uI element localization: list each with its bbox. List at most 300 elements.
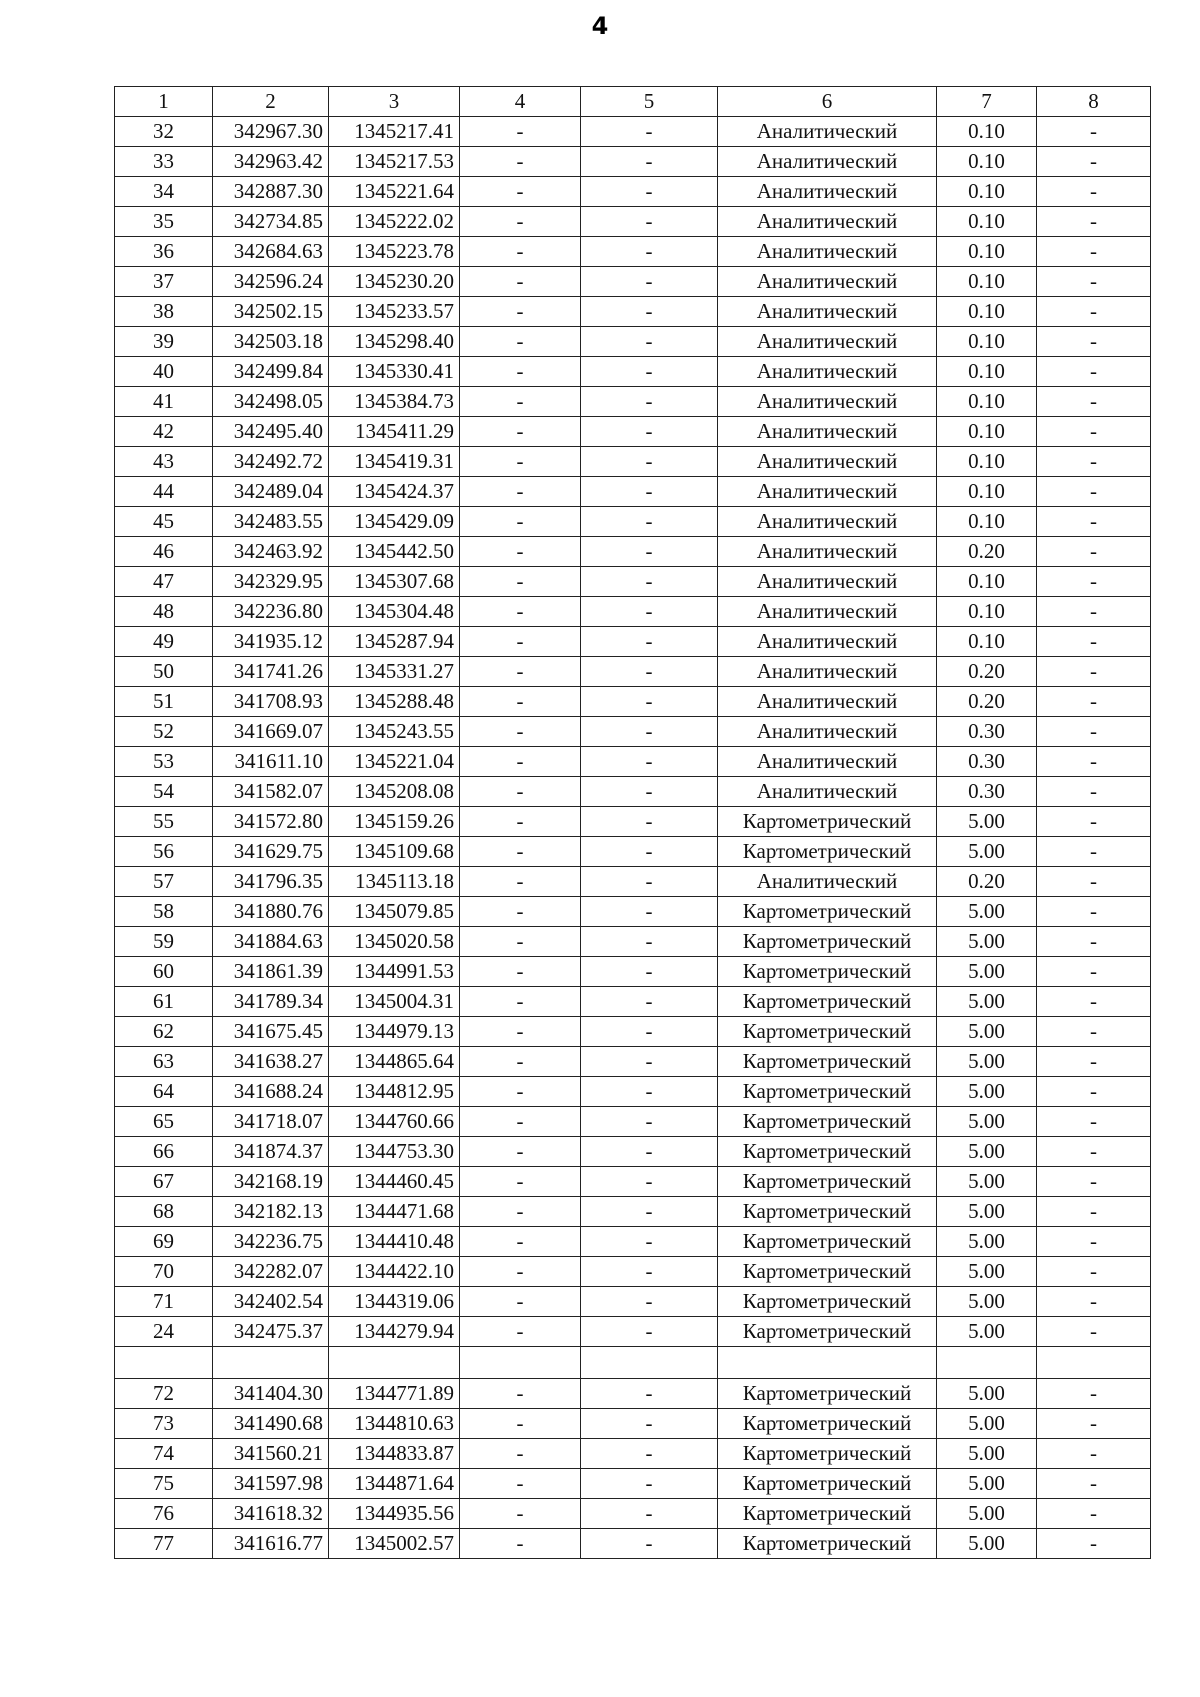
cell-method: Аналитический	[718, 267, 937, 297]
cell-point-number: 32	[115, 117, 213, 147]
cell-col-4: -	[460, 747, 581, 777]
cell-col-8: -	[1037, 837, 1151, 867]
cell-x-coordinate: 342463.92	[213, 537, 329, 567]
cell-col-5: -	[581, 657, 718, 687]
cell-accuracy: 0.20	[937, 537, 1037, 567]
cell-y-coordinate: 1345217.53	[329, 147, 460, 177]
table-row	[115, 1409, 1151, 1439]
cell-col-5: -	[581, 567, 718, 597]
cell-accuracy: 0.10	[937, 357, 1037, 387]
cell-method: Картометрический	[718, 927, 937, 957]
cell-col-5: -	[581, 1409, 718, 1439]
cell-point-number: 72	[115, 1379, 213, 1409]
header-cell-4: 4	[460, 87, 581, 117]
cell-y-coordinate: 1345222.02	[329, 207, 460, 237]
cell-col-8: -	[1037, 237, 1151, 267]
cell-accuracy: 0.10	[937, 327, 1037, 357]
table-row	[115, 897, 1151, 927]
cell-accuracy: 0.20	[937, 657, 1037, 687]
cell-col-4	[460, 1347, 581, 1379]
table-row	[115, 1529, 1151, 1559]
cell-y-coordinate: 1345002.57	[329, 1529, 460, 1559]
cell-accuracy: 0.10	[937, 597, 1037, 627]
cell-col-8: -	[1037, 897, 1151, 927]
cell-point-number: 61	[115, 987, 213, 1017]
cell-accuracy: 0.10	[937, 477, 1037, 507]
cell-point-number: 63	[115, 1047, 213, 1077]
cell-x-coordinate: 341688.24	[213, 1077, 329, 1107]
table-row	[115, 747, 1151, 777]
cell-col-8: -	[1037, 417, 1151, 447]
cell-y-coordinate: 1344319.06	[329, 1287, 460, 1317]
cell-point-number: 57	[115, 867, 213, 897]
cell-x-coordinate: 341675.45	[213, 1017, 329, 1047]
table-row	[115, 1227, 1151, 1257]
cell-point-number: 44	[115, 477, 213, 507]
cell-col-4: -	[460, 1077, 581, 1107]
cell-col-4: -	[460, 1257, 581, 1287]
cell-method: Картометрический	[718, 837, 937, 867]
cell-x-coordinate: 341616.77	[213, 1529, 329, 1559]
cell-accuracy: 5.00	[937, 1227, 1037, 1257]
cell-col-5: -	[581, 147, 718, 177]
cell-accuracy: 5.00	[937, 1017, 1037, 1047]
cell-col-5: -	[581, 1107, 718, 1137]
cell-accuracy: 5.00	[937, 1137, 1037, 1167]
cell-col-8: -	[1037, 1077, 1151, 1107]
cell-col-8: -	[1037, 1469, 1151, 1499]
cell-x-coordinate: 342502.15	[213, 297, 329, 327]
cell-col-8: -	[1037, 1439, 1151, 1469]
cell-x-coordinate: 342499.84	[213, 357, 329, 387]
cell-x-coordinate: 342475.37	[213, 1317, 329, 1347]
cell-col-4: -	[460, 417, 581, 447]
cell-accuracy: 0.10	[937, 567, 1037, 597]
table-row	[115, 867, 1151, 897]
cell-accuracy: 0.30	[937, 777, 1037, 807]
cell-y-coordinate: 1345288.48	[329, 687, 460, 717]
cell-method: Картометрический	[718, 957, 937, 987]
cell-y-coordinate: 1345004.31	[329, 987, 460, 1017]
cell-accuracy: 5.00	[937, 837, 1037, 867]
cell-point-number: 24	[115, 1317, 213, 1347]
cell-method: Аналитический	[718, 357, 937, 387]
cell-col-4: -	[460, 567, 581, 597]
table-row	[115, 537, 1151, 567]
cell-point-number: 48	[115, 597, 213, 627]
cell-col-8: -	[1037, 507, 1151, 537]
table-row	[115, 297, 1151, 327]
cell-col-8: -	[1037, 807, 1151, 837]
cell-accuracy: 5.00	[937, 1047, 1037, 1077]
table-row	[115, 1137, 1151, 1167]
cell-x-coordinate: 342492.72	[213, 447, 329, 477]
cell-x-coordinate: 341629.75	[213, 837, 329, 867]
header-cell-2: 2	[213, 87, 329, 117]
cell-col-4: -	[460, 927, 581, 957]
cell-accuracy: 5.00	[937, 1529, 1037, 1559]
cell-accuracy: 5.00	[937, 807, 1037, 837]
cell-method: Картометрический	[718, 807, 937, 837]
cell-method: Картометрический	[718, 1469, 937, 1499]
table-row	[115, 1017, 1151, 1047]
table-body	[115, 117, 1151, 1559]
cell-x-coordinate: 342236.80	[213, 597, 329, 627]
cell-col-5: -	[581, 357, 718, 387]
table-row	[115, 807, 1151, 837]
cell-method: Картометрический	[718, 1017, 937, 1047]
cell-method: Картометрический	[718, 1499, 937, 1529]
cell-y-coordinate: 1345233.57	[329, 297, 460, 327]
cell-col-4: -	[460, 297, 581, 327]
cell-x-coordinate: 341638.27	[213, 1047, 329, 1077]
table-row	[115, 777, 1151, 807]
cell-col-4: -	[460, 987, 581, 1017]
cell-y-coordinate: 1345020.58	[329, 927, 460, 957]
cell-point-number: 39	[115, 327, 213, 357]
cell-col-4: -	[460, 1379, 581, 1409]
cell-y-coordinate: 1345223.78	[329, 237, 460, 267]
cell-y-coordinate: 1345331.27	[329, 657, 460, 687]
cell-y-coordinate: 1344279.94	[329, 1317, 460, 1347]
cell-x-coordinate: 342483.55	[213, 507, 329, 537]
cell-point-number: 34	[115, 177, 213, 207]
cell-point-number: 75	[115, 1469, 213, 1499]
cell-y-coordinate: 1344810.63	[329, 1409, 460, 1439]
cell-col-8: -	[1037, 1227, 1151, 1257]
cell-col-5: -	[581, 1469, 718, 1499]
cell-accuracy: 5.00	[937, 1439, 1037, 1469]
cell-col-5: -	[581, 957, 718, 987]
table-row	[115, 1167, 1151, 1197]
cell-x-coordinate: 341669.07	[213, 717, 329, 747]
cell-point-number: 38	[115, 297, 213, 327]
cell-x-coordinate: 341404.30	[213, 1379, 329, 1409]
table-row	[115, 327, 1151, 357]
cell-accuracy: 5.00	[937, 897, 1037, 927]
cell-point-number: 53	[115, 747, 213, 777]
cell-col-4: -	[460, 1469, 581, 1499]
cell-x-coordinate: 341572.80	[213, 807, 329, 837]
cell-col-8: -	[1037, 327, 1151, 357]
cell-col-5: -	[581, 897, 718, 927]
cell-y-coordinate: 1345411.29	[329, 417, 460, 447]
cell-x-coordinate: 342967.30	[213, 117, 329, 147]
cell-col-5: -	[581, 537, 718, 567]
cell-col-4: -	[460, 597, 581, 627]
cell-method: Аналитический	[718, 507, 937, 537]
cell-accuracy: 0.30	[937, 717, 1037, 747]
table-row	[115, 1047, 1151, 1077]
cell-point-number: 76	[115, 1499, 213, 1529]
table-row	[115, 267, 1151, 297]
cell-col-8: -	[1037, 987, 1151, 1017]
cell-x-coordinate: 342495.40	[213, 417, 329, 447]
cell-col-4: -	[460, 357, 581, 387]
cell-accuracy: 5.00	[937, 1379, 1037, 1409]
cell-point-number: 54	[115, 777, 213, 807]
cell-col-5: -	[581, 927, 718, 957]
cell-col-8: -	[1037, 1137, 1151, 1167]
cell-accuracy: 5.00	[937, 1107, 1037, 1137]
cell-col-8: -	[1037, 297, 1151, 327]
cell-col-5: -	[581, 297, 718, 327]
cell-method: Аналитический	[718, 147, 937, 177]
table-row	[115, 447, 1151, 477]
cell-col-5: -	[581, 1197, 718, 1227]
cell-method: Аналитический	[718, 867, 937, 897]
cell-point-number: 65	[115, 1107, 213, 1137]
cell-y-coordinate: 1344991.53	[329, 957, 460, 987]
cell-col-4: -	[460, 1167, 581, 1197]
cell-x-coordinate: 342503.18	[213, 327, 329, 357]
header-cell-6: 6	[718, 87, 937, 117]
cell-method: Картометрический	[718, 1167, 937, 1197]
cell-y-coordinate: 1344471.68	[329, 1197, 460, 1227]
coordinates-table	[114, 86, 1151, 1559]
cell-point-number: 42	[115, 417, 213, 447]
table-row	[115, 687, 1151, 717]
cell-x-coordinate: 342168.19	[213, 1167, 329, 1197]
cell-point-number: 35	[115, 207, 213, 237]
cell-accuracy: 5.00	[937, 1167, 1037, 1197]
cell-col-5: -	[581, 1287, 718, 1317]
cell-accuracy: 0.10	[937, 387, 1037, 417]
cell-accuracy: 0.10	[937, 507, 1037, 537]
cell-x-coordinate: 342402.54	[213, 1287, 329, 1317]
cell-col-8: -	[1037, 627, 1151, 657]
cell-col-8: -	[1037, 177, 1151, 207]
cell-accuracy: 0.10	[937, 267, 1037, 297]
cell-col-4: -	[460, 897, 581, 927]
cell-col-8: -	[1037, 1317, 1151, 1347]
table-row	[115, 717, 1151, 747]
cell-col-8: -	[1037, 597, 1151, 627]
cell-x-coordinate: 342684.63	[213, 237, 329, 267]
cell-col-4: -	[460, 1047, 581, 1077]
cell-x-coordinate: 341718.07	[213, 1107, 329, 1137]
cell-method: Аналитический	[718, 477, 937, 507]
cell-y-coordinate	[329, 1347, 460, 1379]
cell-col-5: -	[581, 177, 718, 207]
cell-point-number: 50	[115, 657, 213, 687]
cell-point-number: 62	[115, 1017, 213, 1047]
cell-method: Картометрический	[718, 1529, 937, 1559]
cell-x-coordinate: 342596.24	[213, 267, 329, 297]
table-row	[115, 1469, 1151, 1499]
cell-col-8: -	[1037, 537, 1151, 567]
cell-y-coordinate: 1344760.66	[329, 1107, 460, 1137]
table-row	[115, 1257, 1151, 1287]
table-row	[115, 987, 1151, 1017]
cell-point-number: 77	[115, 1529, 213, 1559]
table-row	[115, 1077, 1151, 1107]
page-number: 4	[591, 12, 609, 40]
cell-accuracy: 0.10	[937, 237, 1037, 267]
cell-col-5: -	[581, 1317, 718, 1347]
table-row	[115, 477, 1151, 507]
cell-method: Аналитический	[718, 117, 937, 147]
table-row	[115, 567, 1151, 597]
cell-x-coordinate: 341560.21	[213, 1439, 329, 1469]
cell-accuracy: 5.00	[937, 1197, 1037, 1227]
cell-col-5: -	[581, 1379, 718, 1409]
cell-point-number: 49	[115, 627, 213, 657]
cell-col-4: -	[460, 267, 581, 297]
cell-x-coordinate: 341708.93	[213, 687, 329, 717]
cell-y-coordinate: 1345109.68	[329, 837, 460, 867]
cell-point-number: 36	[115, 237, 213, 267]
cell-col-4: -	[460, 777, 581, 807]
cell-col-8: -	[1037, 567, 1151, 597]
cell-col-5: -	[581, 207, 718, 237]
cell-y-coordinate: 1344753.30	[329, 1137, 460, 1167]
cell-x-coordinate: 341618.32	[213, 1499, 329, 1529]
cell-col-5: -	[581, 1167, 718, 1197]
cell-x-coordinate: 342963.42	[213, 147, 329, 177]
cell-y-coordinate: 1344979.13	[329, 1017, 460, 1047]
table-row	[115, 357, 1151, 387]
cell-point-number: 46	[115, 537, 213, 567]
cell-point-number: 74	[115, 1439, 213, 1469]
cell-col-4: -	[460, 1137, 581, 1167]
cell-method: Картометрический	[718, 1439, 937, 1469]
cell-col-4: -	[460, 957, 581, 987]
cell-y-coordinate: 1345424.37	[329, 477, 460, 507]
cell-accuracy: 0.10	[937, 627, 1037, 657]
cell-accuracy: 0.10	[937, 447, 1037, 477]
cell-col-5: -	[581, 1227, 718, 1257]
cell-method: Картометрический	[718, 1409, 937, 1439]
cell-col-4: -	[460, 807, 581, 837]
cell-x-coordinate	[213, 1347, 329, 1379]
table-row	[115, 657, 1151, 687]
cell-col-5: -	[581, 1017, 718, 1047]
cell-x-coordinate: 341874.37	[213, 1137, 329, 1167]
cell-col-8: -	[1037, 687, 1151, 717]
cell-y-coordinate: 1344935.56	[329, 1499, 460, 1529]
cell-col-4: -	[460, 507, 581, 537]
cell-col-5: -	[581, 867, 718, 897]
cell-col-4: -	[460, 1017, 581, 1047]
header-cell-3: 3	[329, 87, 460, 117]
cell-method: Аналитический	[718, 777, 937, 807]
cell-col-4: -	[460, 117, 581, 147]
header-cell-5: 5	[581, 87, 718, 117]
cell-col-5: -	[581, 1439, 718, 1469]
cell-y-coordinate: 1345287.94	[329, 627, 460, 657]
cell-point-number: 51	[115, 687, 213, 717]
cell-col-4: -	[460, 1317, 581, 1347]
cell-col-8: -	[1037, 1017, 1151, 1047]
cell-col-5: -	[581, 777, 718, 807]
cell-accuracy: 5.00	[937, 987, 1037, 1017]
cell-col-8: -	[1037, 657, 1151, 687]
cell-col-8: -	[1037, 447, 1151, 477]
cell-col-4: -	[460, 1439, 581, 1469]
cell-col-4: -	[460, 447, 581, 477]
table-row	[115, 117, 1151, 147]
cell-col-8: -	[1037, 1047, 1151, 1077]
cell-col-5: -	[581, 507, 718, 537]
cell-point-number: 68	[115, 1197, 213, 1227]
table-row	[115, 957, 1151, 987]
cell-x-coordinate: 341741.26	[213, 657, 329, 687]
cell-y-coordinate: 1345429.09	[329, 507, 460, 537]
cell-method: Аналитический	[718, 567, 937, 597]
table-row	[115, 1287, 1151, 1317]
cell-y-coordinate: 1345079.85	[329, 897, 460, 927]
cell-col-8: -	[1037, 1167, 1151, 1197]
cell-point-number: 33	[115, 147, 213, 177]
cell-point-number: 52	[115, 717, 213, 747]
cell-col-5: -	[581, 237, 718, 267]
cell-col-4: -	[460, 1227, 581, 1257]
cell-x-coordinate: 341789.34	[213, 987, 329, 1017]
cell-col-8: -	[1037, 867, 1151, 897]
cell-col-8: -	[1037, 957, 1151, 987]
cell-y-coordinate: 1345384.73	[329, 387, 460, 417]
table-row	[115, 1347, 1151, 1379]
cell-point-number: 58	[115, 897, 213, 927]
cell-y-coordinate: 1345419.31	[329, 447, 460, 477]
cell-col-4: -	[460, 1499, 581, 1529]
cell-x-coordinate: 341582.07	[213, 777, 329, 807]
cell-accuracy: 0.10	[937, 117, 1037, 147]
cell-col-8: -	[1037, 477, 1151, 507]
cell-point-number: 45	[115, 507, 213, 537]
cell-col-5: -	[581, 417, 718, 447]
table-row	[115, 417, 1151, 447]
cell-point-number: 69	[115, 1227, 213, 1257]
cell-col-5: -	[581, 1499, 718, 1529]
cell-point-number: 41	[115, 387, 213, 417]
cell-x-coordinate: 341861.39	[213, 957, 329, 987]
cell-col-8: -	[1037, 1499, 1151, 1529]
cell-col-4: -	[460, 537, 581, 567]
cell-accuracy: 0.10	[937, 417, 1037, 447]
cell-method: Аналитический	[718, 237, 937, 267]
cell-accuracy: 0.10	[937, 177, 1037, 207]
cell-col-4: -	[460, 687, 581, 717]
cell-col-4: -	[460, 1107, 581, 1137]
cell-y-coordinate: 1344460.45	[329, 1167, 460, 1197]
cell-col-5: -	[581, 627, 718, 657]
table-row	[115, 1499, 1151, 1529]
cell-x-coordinate: 342182.13	[213, 1197, 329, 1227]
cell-x-coordinate: 341796.35	[213, 867, 329, 897]
cell-point-number: 73	[115, 1409, 213, 1439]
cell-x-coordinate: 341935.12	[213, 627, 329, 657]
cell-col-8: -	[1037, 747, 1151, 777]
cell-method: Картометрический	[718, 1077, 937, 1107]
cell-accuracy: 5.00	[937, 927, 1037, 957]
cell-col-5: -	[581, 1257, 718, 1287]
cell-y-coordinate: 1344865.64	[329, 1047, 460, 1077]
cell-y-coordinate: 1345221.64	[329, 177, 460, 207]
cell-col-5: -	[581, 477, 718, 507]
cell-col-4: -	[460, 177, 581, 207]
table-row	[115, 177, 1151, 207]
cell-col-5: -	[581, 687, 718, 717]
cell-accuracy: 0.20	[937, 687, 1037, 717]
cell-col-8: -	[1037, 357, 1151, 387]
cell-method: Картометрический	[718, 1137, 937, 1167]
cell-method: Аналитический	[718, 597, 937, 627]
cell-col-4: -	[460, 657, 581, 687]
cell-x-coordinate: 342887.30	[213, 177, 329, 207]
cell-col-4: -	[460, 717, 581, 747]
